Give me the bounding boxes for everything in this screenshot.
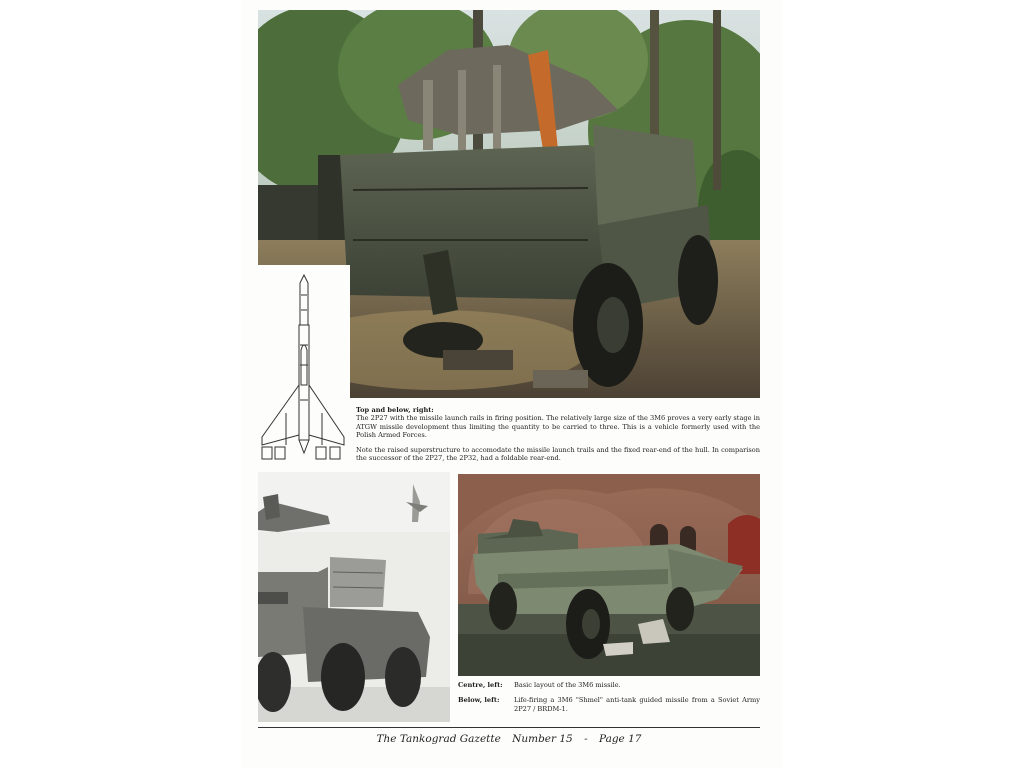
issue-number: Number 15 <box>512 733 573 745</box>
caption-label: Centre, left: <box>458 681 503 689</box>
caption-paragraph: Note the raised superstructure to accomodate the missile launch trails and the fixed rear-end of the hull. In comparison the successor of the 2P27, the 2P32, had a foldable rear-end. <box>356 445 760 463</box>
page-number: Page 17 <box>598 733 642 745</box>
caption-text: Basic layout of the 3M6 missile. <box>514 681 621 689</box>
page-footer <box>258 733 760 745</box>
top-caption <box>356 406 760 468</box>
caption-label: Below, left: <box>458 696 500 705</box>
caption-text: Life-firing a 3M6 "Shmel" anti-tank guided missile from a Soviet Army 2P27 / BRDM-1. <box>514 696 760 713</box>
missile-diagram <box>258 265 350 470</box>
caption-centre-left <box>458 681 760 689</box>
footer-rule <box>258 727 760 728</box>
publication-title: The Tankograd Gazette <box>376 733 501 745</box>
bw-launch-photo <box>258 472 450 722</box>
centre-photo <box>458 474 760 676</box>
caption-heading: Top and below, right: <box>356 406 434 414</box>
footer-separator: - <box>584 733 588 745</box>
lower-captions <box>458 681 760 720</box>
caption-below-left <box>458 696 760 713</box>
caption-paragraph: The 2P27 with the missile launch rails in firing position. The relatively large size of the 3M6 proves a very early stage in ATGW missile development thus limiting the quantity to be carried to three. This is a vehicle formerly used with the Polish Armed Forces. <box>356 414 760 440</box>
